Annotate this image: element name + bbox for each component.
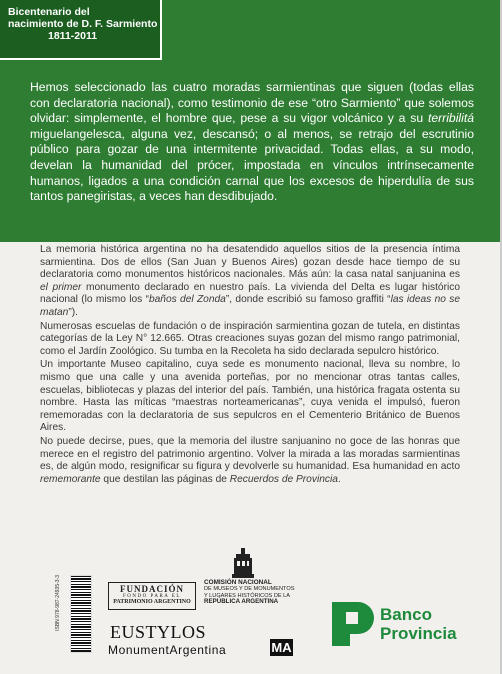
fundacion-logo: FUNDACIÓN FONDO PARA EL PATRIMONIO ARGENTINO xyxy=(108,582,196,610)
bicentenary-badge xyxy=(0,0,162,60)
isbn-number: ISBN 978-987-24935-3-3 xyxy=(55,575,61,631)
comision-emblem-icon xyxy=(232,548,254,580)
body-paragraph-2: Numerosas escuelas de fundación o de inspiración sarmientina gozan de tutela, en distintas categorías de la Ley N° 12.665. Otras creaciones suyas gozan del mismo rango patrimonial, como el Jardín Zoológico. Su tumba en la Recoleta ha sido declarada sepulcro histórico. xyxy=(40,320,460,357)
isbn-barcode xyxy=(70,575,92,653)
body-paragraph-3: Un importante Museo capitalino, cuya sede es monumento nacional, lleva su nombre, lo mismo que una calle y una avenida porteñas, por no mencionar otras tantas calles, escuelas, bibliotecas y plazas del interior del país. También, una histórica fragata ostenta su nombre. Hasta las míticas “maestras norteamericanas”, cuya venida el impulsó, fueron rememoradas con la declaratoria de sus sepulcros en el Cementerio Británico de Buenos Aires. xyxy=(40,359,460,434)
badge-line-2: nacimiento de D. F. Sarmiento xyxy=(8,18,158,30)
comision-logo: COMISIÓN NACIONAL DE MUSEOS Y DE MONUMENTOS Y LUGARES HISTÓRICOS DE LA REPÚBLICA ARGENTINA xyxy=(204,579,295,606)
eustylos-logo: EUSTYLOS xyxy=(110,622,207,642)
body-text xyxy=(40,244,460,487)
green-panel xyxy=(0,0,502,242)
ma-logo: MA xyxy=(271,640,292,655)
intro-paragraph: Hemos seleccionado las cuatro moradas sarmientinas que siguen (todas ellas con declaratoria nacional), como testimonio de ese “otro Sarmiento” que solemos olvidar: simplemente, el hombre que, pese a su vigor volcánico y a su terribilitá miguelangelesca, alguna vez, descansó; o al menos, se retrajo del escrutinio público para gozar de una intermitente privacidad. Todas ellas, a su modo, develan la humanidad del prócer, impostada en vínculos intrínsecamente humanos, ligados a una condición carnal que los excesos de hiperdulía de sus tantos panegiristas, a veces han desdibujado. xyxy=(30,80,474,204)
monumentargentina-logo: MonumentArgentina xyxy=(108,643,227,657)
body-paragraph-1: La memoria histórica argentina no ha desatendido aquellos sitios de la presencia íntima sarmientina. Dos de ellos (San Juan y Buenos Aires) gozan desde hace tiempo de su declaratoria como monumentos históricos nacionales. Más aún: la casa natal sanjuanina es el primer monumento declarado en nuestro país. La vivienda del Delta es lugar histórico nacional (lo mismo los “baños del Zonda”, donde escribió su famoso graffiti “las ideas no se matan”). xyxy=(40,244,460,318)
badge-line-1: Bicentenario del xyxy=(8,6,90,18)
banco-provincia-icon xyxy=(328,598,376,650)
banco-provincia-name: Banco Provincia xyxy=(380,605,457,643)
body-paragraph-4: No puede decirse, pues, que la memoria del ilustre sanjuanino no goce de las honras que merece en el registro del patrimonio argentino. Volver la mirada a las moradas sarmientinas es, de algún modo, resignificar su figura y devolverle su humanidad. Esa humanidad en acto rememorante que destilan las páginas de Recuerdos de Provincia. xyxy=(40,435,460,485)
badge-line-3: 1811-2011 xyxy=(48,30,98,42)
